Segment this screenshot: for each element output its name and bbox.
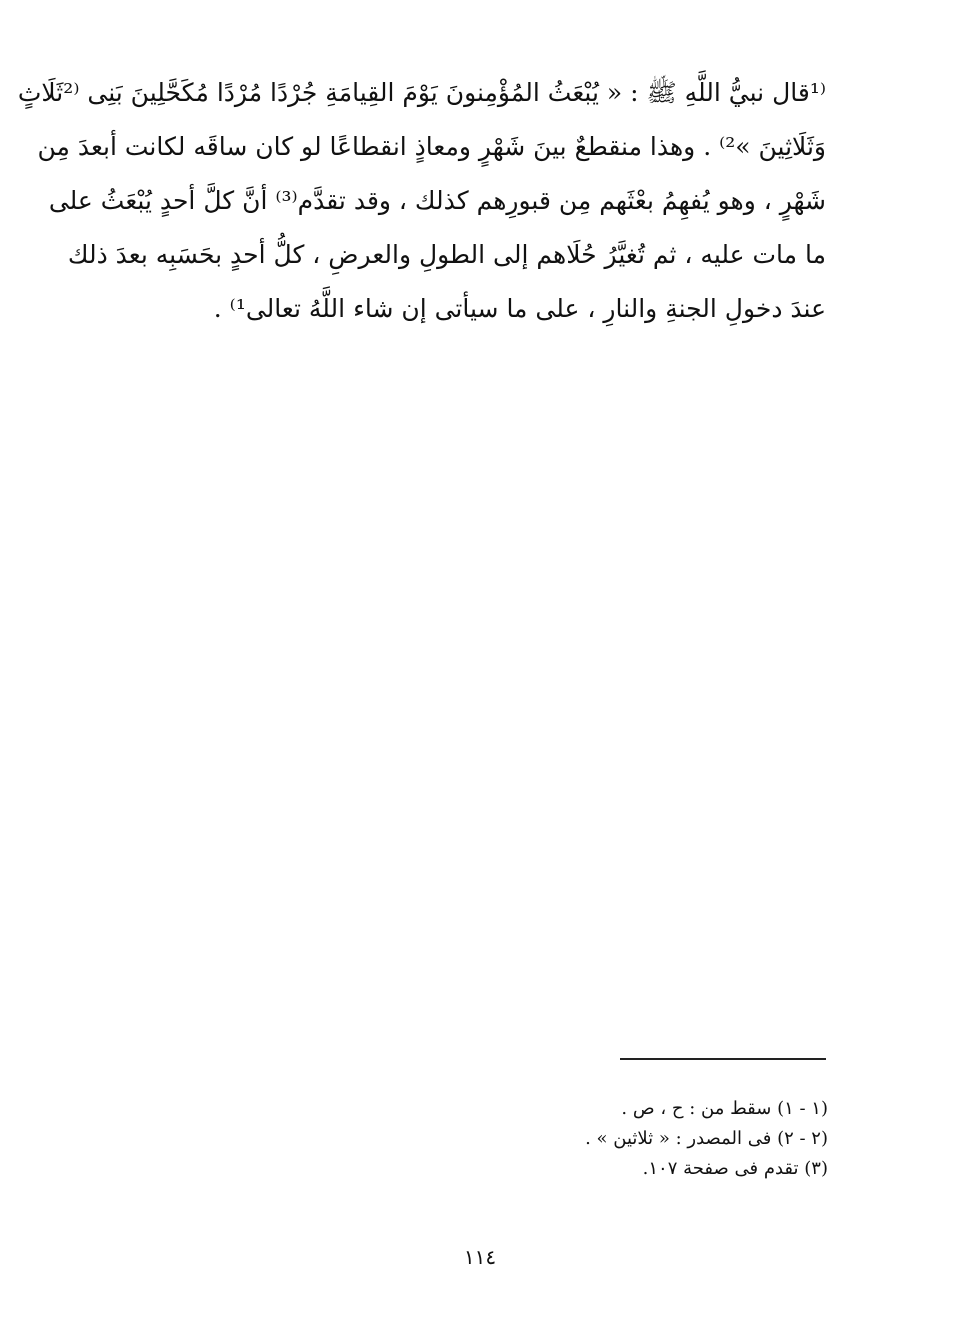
page-number: ١١٤ (463, 1245, 497, 1269)
footnotes-block (440, 1094, 828, 1184)
footnote-2: (٢ - ٢) فى المصدر : « ثلاثين » . (585, 1128, 828, 1149)
footnote-separator (620, 1058, 826, 1060)
text-line-5: عندَ دخولِ الجنةِ والنارِ ، على ما سيأتى إن شاء اللَّهُ تعالى¹⁾ . (213, 294, 826, 323)
text-line-4: ما مات عليه ، ثم تُغيَّرُ حُلَاهم إلى الطولِ والعرضِ ، كلُّ أحدٍ بحَسَبِه بعدَ ذلك (67, 240, 826, 269)
text-line-3: شَهْرٍ ، وهو يُفهِمُ بعْثَهم مِن قبورِهم كذلك ، وقد تقدَّم⁽³⁾ أنَّ كلَّ أحدٍ يُبْعَثُ على (48, 186, 826, 215)
text-line-1: ⁽¹قال نبيُّ اللَّهِ ﷺ : « يُبْعَثُ المُؤْمِنونَ يَوْمَ القِيامَةِ جُرْدًا مُرْدًا مُكَحَّلِينَ بَنِى ⁽²ثَلَاثٍ (17, 78, 826, 107)
footnote-3: (٣) تقدم فى صفحة ١٠٧. (642, 1158, 828, 1179)
text-line-2: وَثَلَاثِينَ »²⁾ . وهذا منقطعٌ بينَ شَهْرٍ ومعاذٍ انقطاعًا لو كان ساقَه لكانت أبعدَ مِن (37, 132, 826, 161)
footnote-1: (١ - ١) سقط من : ح ، ص . (621, 1098, 828, 1119)
main-text-block (17, 66, 826, 336)
